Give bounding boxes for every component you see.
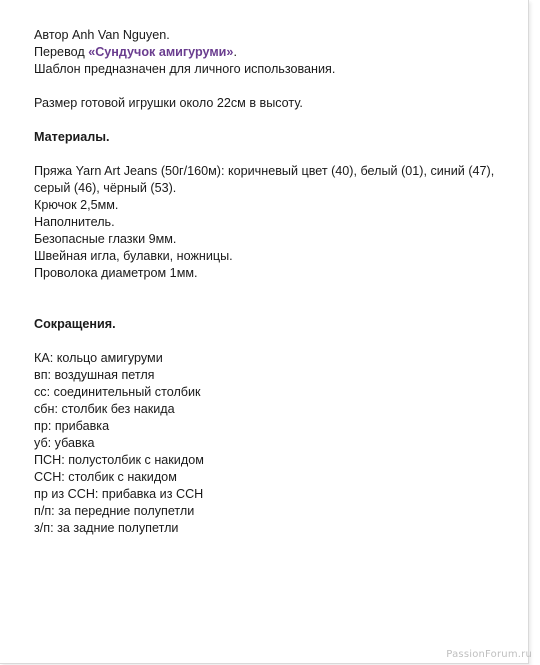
list-item: Проволока диаметром 1мм. xyxy=(34,266,198,280)
list-item: уб: убавка xyxy=(34,436,95,450)
size-line: Размер готовой игрушки около 22см в высоту. xyxy=(34,96,303,110)
translation-prefix: Перевод xyxy=(34,45,89,59)
license-line: Шаблон предназначен для личного использования. xyxy=(34,62,336,76)
abbreviations-heading: Сокращения. xyxy=(34,317,116,331)
list-item: Крючок 2,5мм. xyxy=(34,198,119,212)
list-item: Безопасные глазки 9мм. xyxy=(34,232,177,246)
list-item: серый (46), чёрный (53). xyxy=(34,181,177,195)
list-item: п/п: за передние полупетли xyxy=(34,504,195,518)
list-item: ПСН: полустолбик с накидом xyxy=(34,453,204,467)
list-item: ССН: столбик с накидом xyxy=(34,470,177,484)
list-item: сбн: столбик без накида xyxy=(34,402,175,416)
list-item: вп: воздушная петля xyxy=(34,368,155,382)
watermark: PassionForum.ru xyxy=(446,649,532,660)
list-item: Швейная игла, булавки, ножницы. xyxy=(34,249,233,263)
materials-list xyxy=(34,163,514,282)
abbreviations-list xyxy=(34,350,514,537)
translation-suffix: . xyxy=(233,45,237,59)
list-item: Пряжа Yarn Art Jeans (50г/160м): коричневый цвет (40), белый (01), синий (47), xyxy=(34,164,495,178)
list-item: пр: прибавка xyxy=(34,419,110,433)
list-item: з/п: за задние полупетли xyxy=(34,521,179,535)
list-item: КА: кольцо амигуруми xyxy=(34,351,163,365)
translation-source-link[interactable]: «Сундучок амигуруми» xyxy=(88,45,234,59)
list-item: сс: соединительный столбик xyxy=(34,385,201,399)
list-item: пр из ССН: прибавка из ССН xyxy=(34,487,204,501)
author-line: Автор Anh Van Nguyen. xyxy=(34,28,170,42)
translation-line xyxy=(34,44,514,61)
list-item: Наполнитель. xyxy=(34,215,115,229)
materials-heading: Материалы. xyxy=(34,130,110,144)
document-content xyxy=(34,27,514,537)
